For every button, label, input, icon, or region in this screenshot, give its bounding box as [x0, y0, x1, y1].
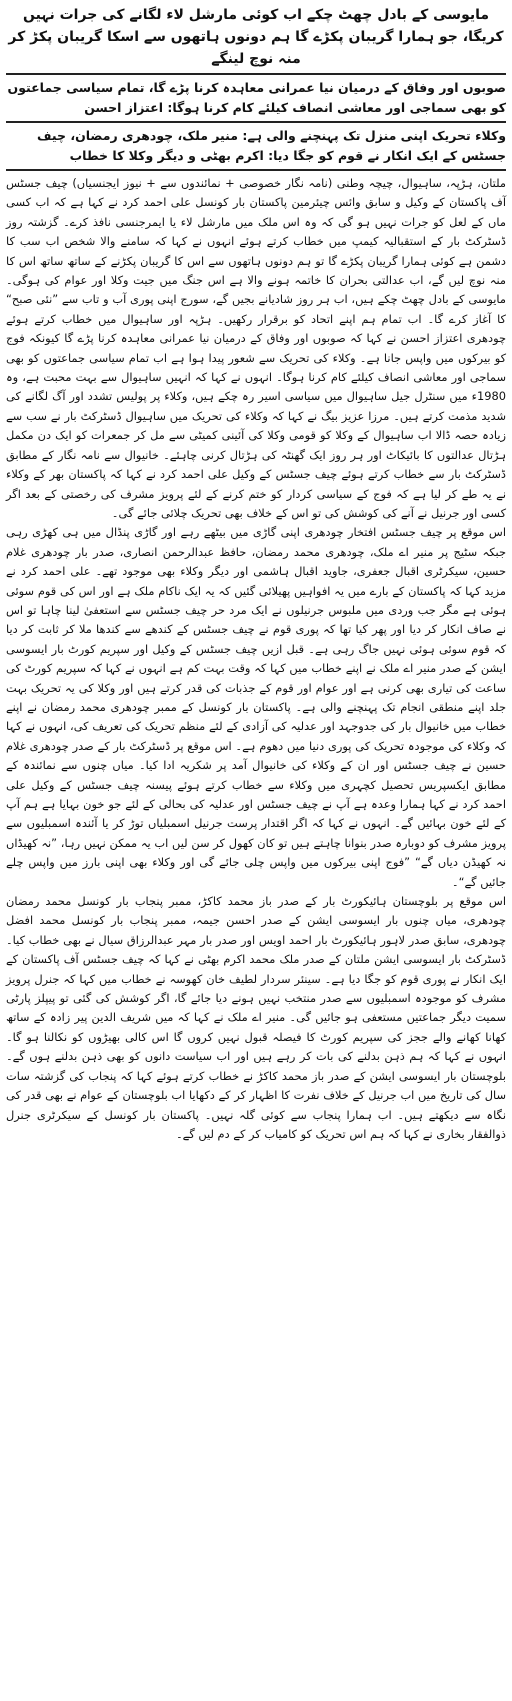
subhead-1: صوبوں اور وفاق کے درمیان نیا عمرانی معاہدہ کرنا پڑے گا، تمام سیاسی جماعتوں کو بھی سماجی اور معاشی انصاف کیلئے کام کرنا ہوگا: اعتزاز احسن	[7, 80, 506, 115]
divider	[6, 73, 506, 75]
divider	[6, 169, 506, 171]
body-paragraph: ملتان، ہڑپہ، ساہیوال، چیچہ وطنی (نامہ نگار خصوصی + نمائندوں سے + نیوز ایجنسیاں) چیف جسٹس آف پاکستان کے وکیل و سابق وائس چیئرمین پاکستان بار کونسل علی احمد کرد نے کہا ہے کہ اب کسی ماں کے لعل کو جرات نہیں ہو گی کہ وہ اس ملک میں مارشل لاء یا ایمرجنسی نافذ کرے۔ گزشتہ روز ڈسٹرکٹ بار کے استقبالیہ کیمپ میں خطاب کرتے ہوئے انہوں نے کہا کہ سامنے والا شخص اب سب کا دشمن ہے کوئی ہمارا گریبان پکڑے گا تو ہم دونوں ہاتھوں سے اس کا گریبان پکڑنے کے ساتھ ساتھ اس کا منہ نوچ لیں گے، اب عدالتی بحران کا خاتمہ ہونے والا ہے اس جنگ میں جیت وکلا اور عوام کی ہوگی۔ مایوسی کے بادل چھٹ چکے ہیں، اب ہر روز شادیانے بجیں گے، سورج اپنی پوری آب و تاب سے ”نئی صبح“ کا آغاز کرے گا۔ اب تمام ہم اپنے اتحاد کو برقرار رکھیں۔ ہڑپہ اور ساہیوال میں خطاب کرتے ہوئے چودھری اعتزاز احسن نے کہا کہ صوبوں اور وفاق کے درمیان نیا عمرانی معاہدہ کرنا پڑے گا کیونکہ فوج کو بیرکوں میں واپس جانا ہے۔ وکلاء کی تحریک سے شعور پیدا ہوا ہے اب تمام سیاسی جماعتوں کو بھی سماجی اور معاشی انصاف کیلئے کام کرنا ہوگا۔ انہوں نے کہا کہ انہیں ساہیوال سے بہت محبت ہے، وہ 1980ء میں سنٹرل جیل ساہیوال میں سیاسی اسیر رہ چکے ہیں، وکلاء پر پولیس تشدد اور آگ لگانے کی شدید مذمت کرتے ہیں۔ مرزا عزیز بیگ نے کہا کہ وکلاء کی تحریک میں ساہیوال ڈسٹرکٹ بار نے سب سے زیادہ حصہ ڈالا اب ساہیوال کے وکلا کو قومی وکلا کی آئینی کمیٹی سے مل کر جمعرات کو ایک دن مکمل ہڑتال عدالتوں کا بائیکاٹ اور ہر روز ایک گھنٹہ کی ہڑتال کرنی چاہئے۔ خانیوال سے نامہ نگار کے مطابق ڈسٹرکٹ بار سے خطاب کرتے ہوئے چیف جسٹس کے وکیل علی احمد کرد نے کہا کہ پاکستان بھر کے وکلاء نے یہ طے کر لیا ہے کہ فوج کے سیاسی کردار کو ختم کرنے کے لئے پرویز مشرف کی رخصتی کے بعد اگر کسی اور جرنیل نے آنے کی کوشش کی تو اس کے خلاف بھی تحریک چلائی جائے گی۔	[6, 176, 506, 520]
divider	[6, 121, 506, 123]
article-body	[6, 174, 506, 1144]
headline: مایوسی کے بادل چھٹ چکے اب کوئی مارشل لاء لگانے کی جرات نہیں کریگا، جو ہمارا گریبان پکڑے گا ہم دونوں ہاتھوں سے اسکا گریبان پکڑ کر منہ نوچ لینگے	[8, 7, 504, 67]
body-paragraph: اس موقع پر چیف جسٹس افتخار چودھری اپنی گاڑی میں بیٹھے رہے اور گاڑی پنڈال میں ہی کھڑی رہی جبکہ سٹیج پر منیر اے ملک، چودھری محمد رمضان، حافظ عبدالرحمن انصاری، صدر بار چودھری غلام حسین، سیکرٹری اقبال جعفری، جاوید اقبال ہاشمی اور دیگر وکلاء بھی موجود تھے۔ علی احمد کرد نے مزید کہا کہ پاکستان کے بارے میں یہ افواہیں پھیلائی گئیں کہ یہ ایک ناکام ملک ہے اور اس کی قوم سوئی ہوئی ہے مگر جب وردی میں ملبوس جرنیلوں نے ایک مرد حر چیف جسٹس سے استعفیٰ لینا چاہا تو اس نے صاف انکار کر دیا اور پھر کیا تھا کہ پوری قوم نے چیف جسٹس کے کندھے سے کندھا ملا کر ثابت کر دیا کہ قوم سوئی ہوئی نہیں جاگ رہی ہے۔ قبل ازیں چیف جسٹس کے وکیل اور سپریم کورٹ بار ایسوسی ایشن کے صدر منیر اے ملک نے اپنے خطاب میں کہا کہ وقت بہت کم ہے انہوں نے کہا کہ سپریم کورٹ کی ساعت کی تیاری بھی کرنی ہے اور عوام اور قوم کے جذبات کی قدر کرتے ہیں اور وکلا کی یہ تحریک بہت جلد اپنے منطقی انجام تک پہنچنے والی ہے۔ پاکستان بار کونسل کے ممبر چودھری محمد رمضان نے اپنے خطاب میں خانیوال بار کی جدوجہد اور عدلیہ کی آزادی کے لئے منظم تحریک کی تعریف کی، انہوں نے کہا کہ وکلاء کی موجودہ تحریک کی پوری دنیا میں دھوم ہے۔ اس موقع پر ڈسٹرکٹ بار کے صدر چودھری غلام حسین نے چیف جسٹس اور ان کے وکلاء کی خانیوال آمد پر شکریہ ادا کیا۔ میاں چنوں سے نمائندہ کے مطابق ایکسپریس تحصیل کچہری میں وکلاء سے خطاب کرتے ہوئے پیسنہ چیف جسٹس کے وکیل علی احمد کرد نے کہا ہمارا وعدہ ہے آپ نے چیف جسٹس اور عدلیہ کی بحالی کے لئے جو خون بہایا ہے ہم آپ کے لئے خون بہائیں گے۔ انہوں نے کہا کہ اگر اقتدار پرست جرنیل اسمبلیاں توڑ کر یا آئندہ اسمبلیوں سے پرویز مشرف کو دوبارہ صدر بنوانا چاہتے ہیں تو کان کھول کر سن لیں اب یہ ممکن نہیں رہا، ”نہ کھیڈاں نہ کھیڈن دیاں گے“ ”فوج اپنی بیرکوں میں واپس چلی جائے گی اور وکلاء بھی اپنی بارز میں واپس چلے جائیں گے“۔	[6, 525, 506, 889]
subhead-2: وکلاء تحریک اپنی منزل تک پہنچنے والی ہے: منیر ملک، چودھری رمضان، چیف جسٹس کے ایک انکار نے قوم کو جگا دیا: اکرم بھٹی و دیگر وکلا کا خطاب	[36, 128, 506, 163]
body-paragraph: اس موقع پر بلوچستان ہائیکورٹ بار کے صدر باز محمد کاکڑ، ممبر پنجاب بار کونسل محمد رمضان چودھری، میاں چنوں بار ایسوسی ایشن کے صدر احسن جیمہ، ممبر پنجاب بار کونسل محمد افضل چودھری، سابق صدر لاہور ہائیکورٹ بار احمد اویس اور صدر بار مہر عبدالرزاق سیال نے بھی خطاب کیا۔ ڈسٹرکٹ بار ایسوسی ایشن ملتان کے صدر ملک محمد اکرم بھٹی نے کہا کہ چیف جسٹس آف پاکستان کے ایک انکار نے پوری قوم کو جگا دیا ہے۔ سینئر سردار لطیف خان کھوسہ نے خطاب میں کہا کہ جنرل پرویز مشرف کو موجودہ اسمبلیوں سے صدر منتخب نہیں ہونے دیا جائے گا، اگر کوشش کی گئی تو پیپلز پارٹی سمیت دیگر جماعتیں مستعفی ہو جائیں گی۔ منیر اے ملک نے کہا کہ میں شریف الدین پیر زادہ کے ساتھ کھانا کھانے والے ججز کی سپریم کورٹ کا فیصلہ قبول نہیں کروں گا اس کالی بھیڑوں کو نکالنا ہو گا۔ انہوں نے کہا کہ ہم ذہن بدلنے کی بات کر رہے ہیں اور اب سیاست دانوں کو بھی ذہن بدلنے ہوں گے۔ بلوچستان بار ایسوسی ایشن کے صدر باز محمد کاکڑ نے خطاب کرتے ہوئے کہا کہ پنجاب کی گزشتہ سات سال کی تاریخ میں اب جرنیل کے خلاف نفرت کا اظہار کر کے دکھایا اب بلوچستان کے عوام نے بھی قدر کی نگاہ سے دیکھتے ہیں۔ اب ہمارا پنجاب سے کوئی گلہ نہیں۔ پاکستان بار کونسل کے سیکرٹری جنرل ذوالفقار بخاری نے کہا کہ ہم اس تحریک کو کامیاب کر کے دم لیں گے۔	[6, 894, 506, 1141]
